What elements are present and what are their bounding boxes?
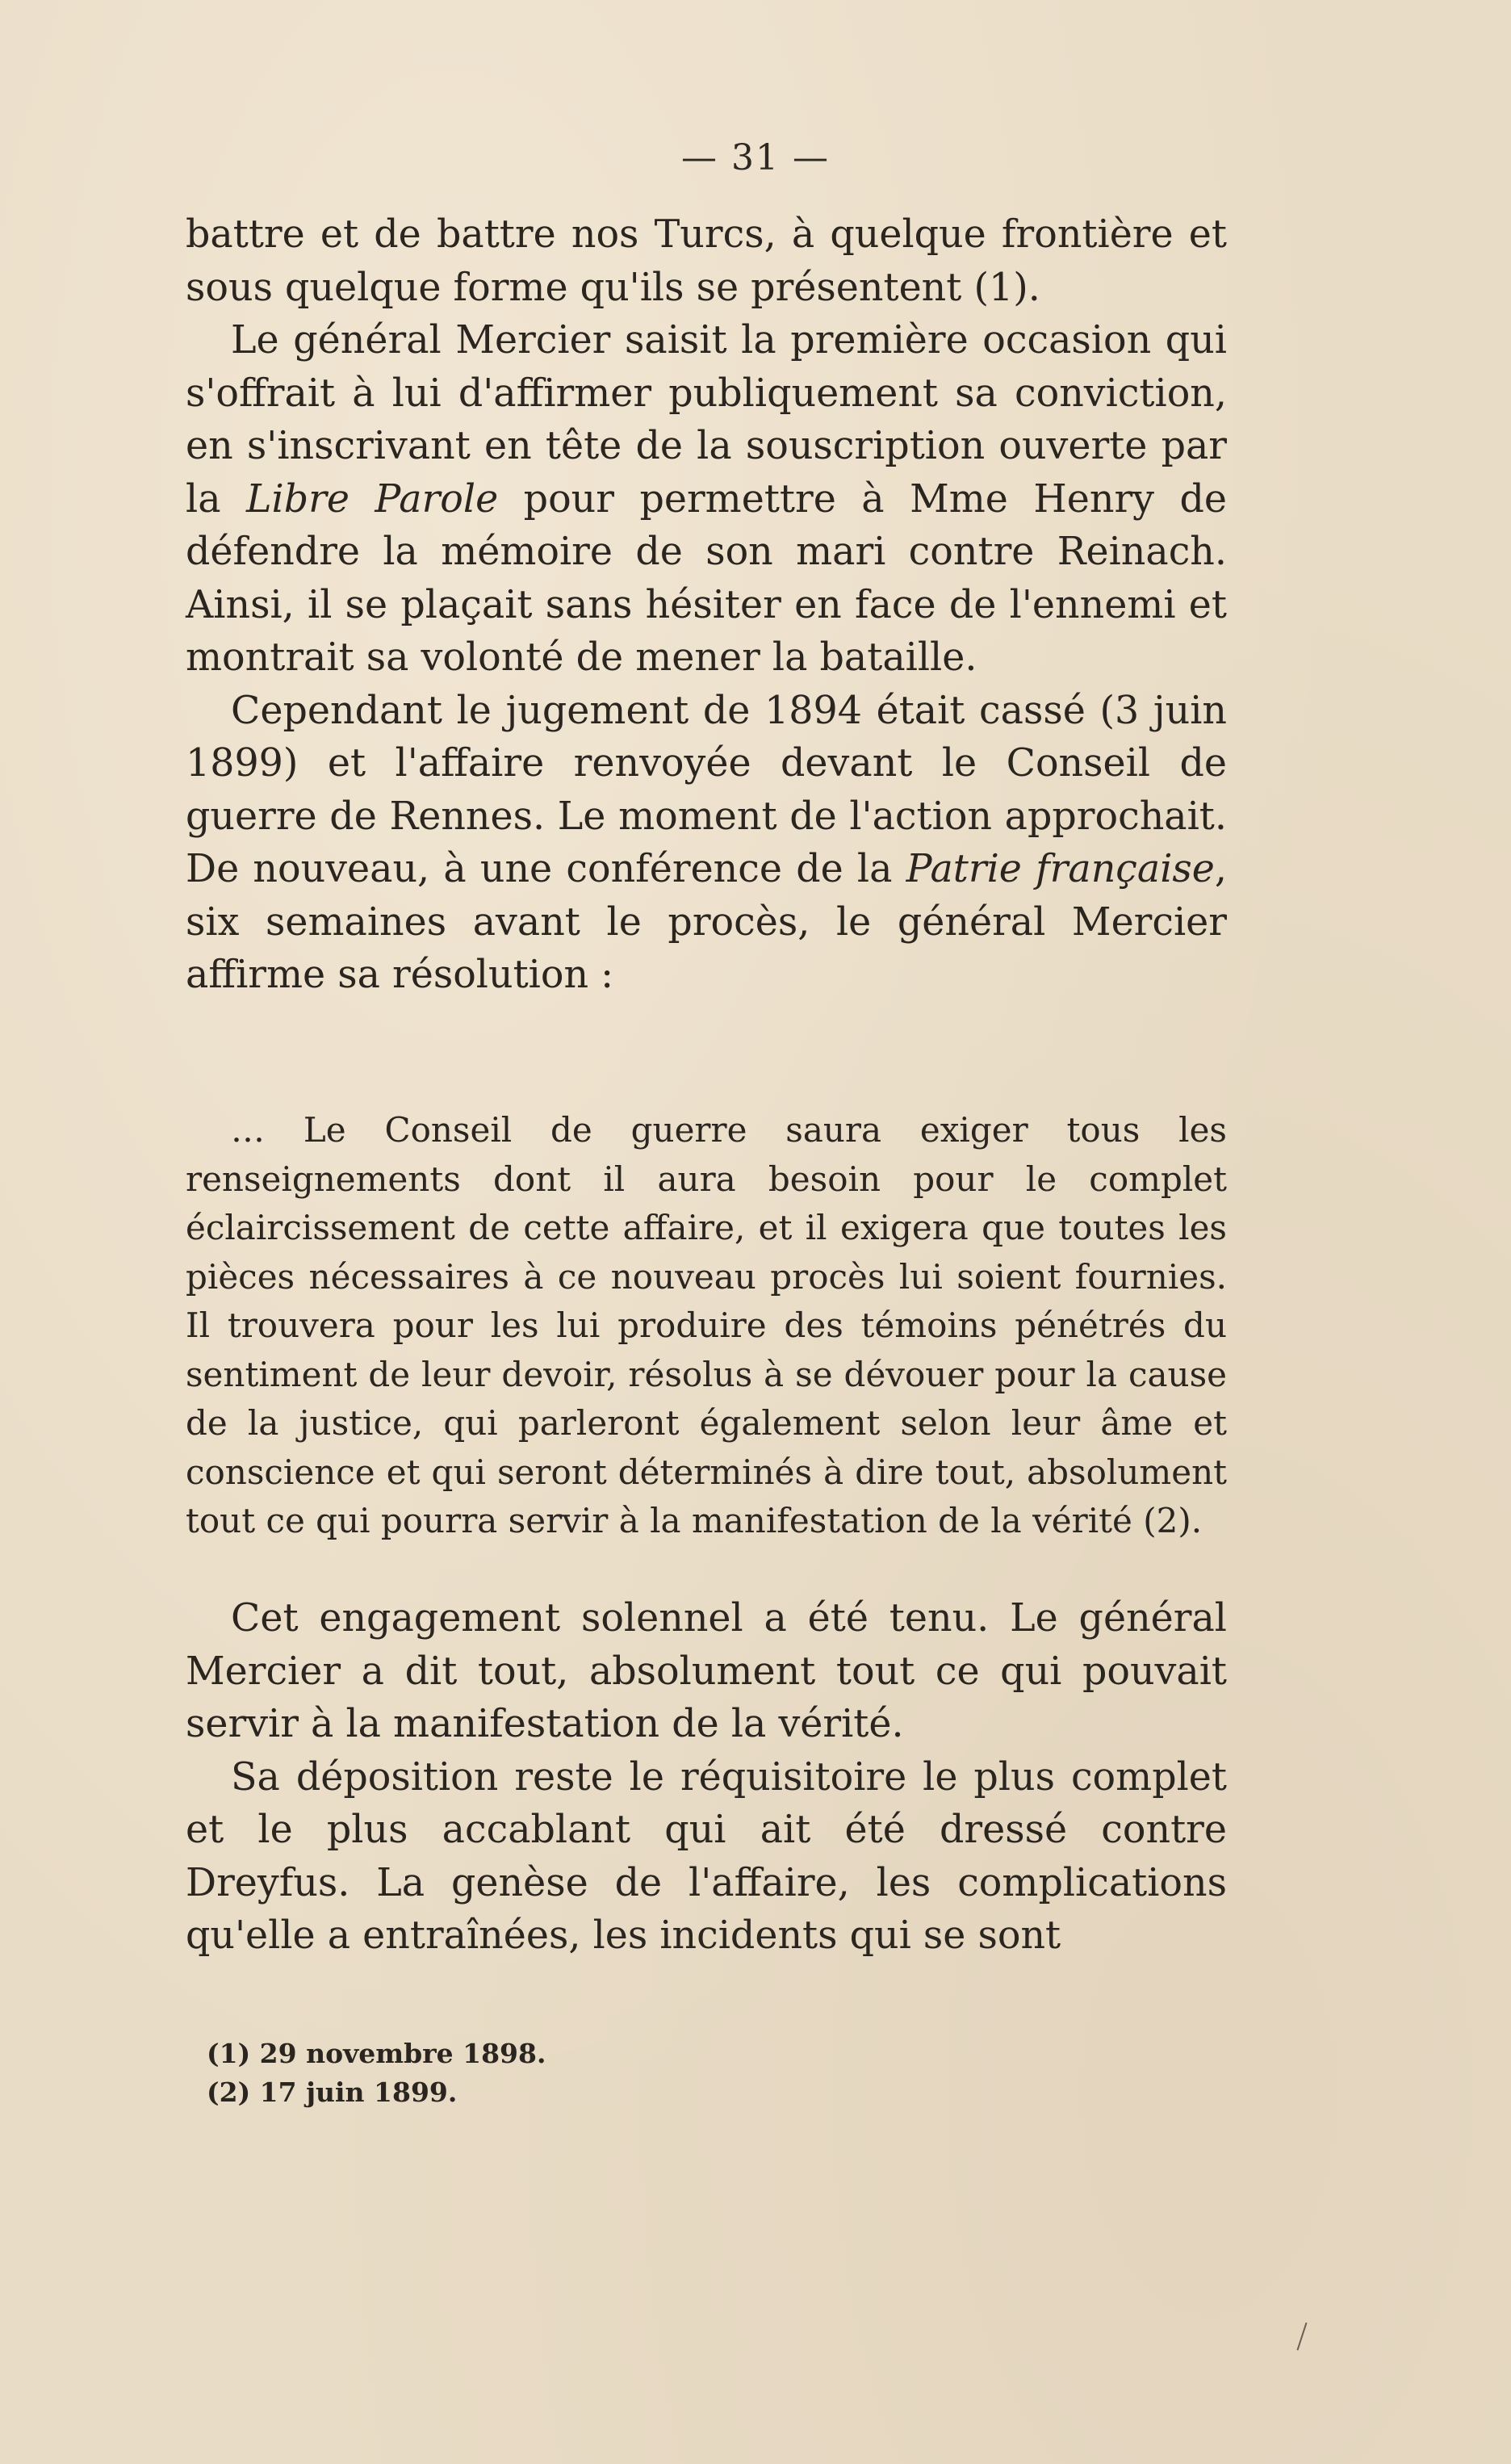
paragraph-4: Cet engagement solennel a été tenu. Le général Mercier a dit tout, absolument tout ce qui pouvait servir à la manifestation de la vérité. (186, 1596, 1227, 1746)
footnote-1: (1) 29 novembre 1898. (207, 2038, 546, 2069)
paragraph-3-before: Cependant le jugement de 1894 était cassé (3 juin 1899) et l'affaire renvoyée devant le Conseil de guerre de Rennes. Le moment de l'action approchait. De nouveau, à une conférence de la (186, 688, 1227, 891)
footnotes (207, 2034, 546, 2112)
footnote-2: (2) 17 juin 1899. (207, 2076, 458, 2108)
paragraph-1: battre et de battre nos Turcs, à quelque frontière et sous quelque forme qu'ils se présentent (1). (186, 212, 1227, 310)
libre-parole-title: Libre Parole (246, 476, 499, 522)
main-text-upper (186, 208, 1227, 1002)
paper-mark (1296, 2323, 1307, 2351)
paragraph-2-part-b: pour permettre à Mme Henry de défendre la mémoire de son mari contre Reinach. Ainsi, il se plaçait sans hésiter en face de l'ennemi et montrait sa volonté de mener la bataille. (186, 476, 1227, 680)
patrie-francaise-title: Patrie française (906, 847, 1215, 891)
paragraph-3 (186, 685, 1227, 1002)
paragraph-2 (186, 314, 1227, 685)
paragraph-2-part-a: Le général Mercier saisit la première occasion qui s'offrait à lui d'affirmer publiquement sa conviction, en s'inscrivant en tête de la souscription ouverte par la (186, 318, 1227, 522)
main-text-lower (186, 1592, 1227, 1963)
block-quote: … Le Conseil de guerre saura exiger tous les renseignements dont il aura besoin pour le complet éclaircissement de cette affaire, et il exigera que toutes les pièces nécessaires à ce nouveau procès lui soient fournies. Il trouvera pour les lui produire des témoins pénétrés du sentiment de leur devoir, résolus à se dévouer pour la cause de la justice, qui parleront également selon leur âme et conscience et qui seront déterminés à dire tout, absolument tout ce qui pourra servir à la manifestation de la vérité (2). (186, 1110, 1227, 1540)
page-number: — 31 — (681, 137, 830, 178)
paragraph-5: Sa déposition reste le réquisitoire le plus complet et le plus accablant qui ait été dressé contre Dreyfus. La genèse de l'affaire, les complications qu'elle a entraînées, les incidents qui se sont (186, 1754, 1227, 1958)
paragraph-3-after: , six semaines avant le procès, le général Mercier affirme sa résolution : (186, 847, 1227, 997)
